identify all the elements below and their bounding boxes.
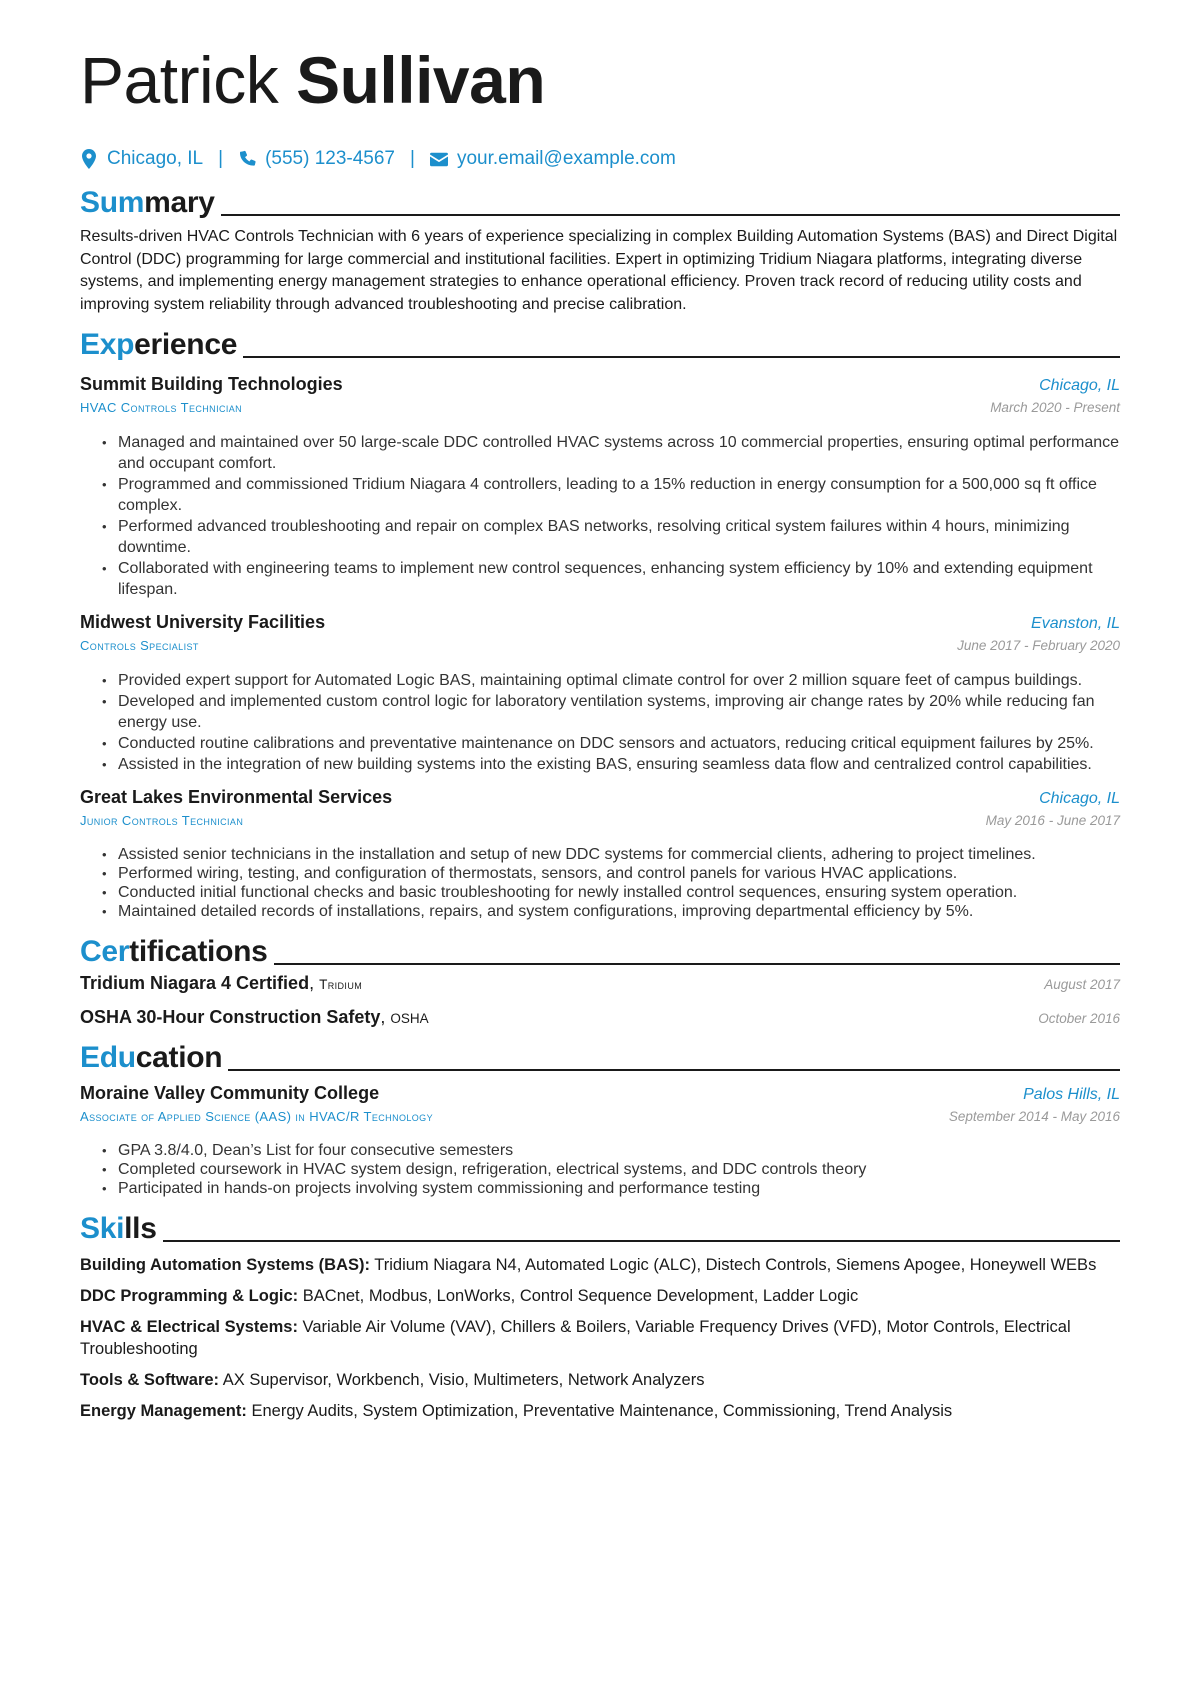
heading-rest: erience <box>134 328 238 361</box>
company-name: Summit Building Technologies <box>80 374 343 394</box>
job-title: Controls Specialist <box>80 638 199 653</box>
job-dates: March 2020 - Present <box>990 400 1120 415</box>
degree: Associate of Applied Science (AAS) in HVAC/R Technology <box>80 1109 433 1124</box>
company-name: Great Lakes Environmental Services <box>80 787 393 807</box>
job-dates: June 2017 - February 2020 <box>957 638 1120 653</box>
heading-rest: tifications <box>129 935 268 968</box>
heading-rest: mary <box>144 186 215 219</box>
skill-label: HVAC & Electrical Systems: <box>80 1318 298 1336</box>
skill-label: Tools & Software: <box>80 1371 220 1389</box>
education-bullets <box>80 1141 1120 1198</box>
heading-accent: Exp <box>80 328 135 361</box>
phone-icon <box>238 148 256 170</box>
heading-rule <box>221 214 1120 216</box>
list-item: • Developed and implemented custom control logic for laboratory ventilation systems, improving air change rates by 20% while reducing fan energy use. <box>118 691 1120 733</box>
job-dates: May 2016 - June 2017 <box>985 813 1120 828</box>
heading-accent: Ski <box>80 1212 125 1245</box>
job-location: Chicago, IL <box>1039 377 1120 394</box>
location-text: Chicago, IL <box>107 148 204 169</box>
list-item: • Collaborated with engineering teams to implement new control sequences, enhancing system efficiency by 10% and extending equipment lifespan. <box>118 558 1120 600</box>
certification-item: Tridium Niagara 4 Certified, Tridium August 2017 <box>80 973 1120 993</box>
list-item: • Conducted initial functional checks and basic troubleshooting for newly installed control sequences, ensuring system operation. <box>118 883 1120 902</box>
experience-entry <box>80 787 1120 921</box>
list-item: • GPA 3.8/4.0, Dean’s List for four consecutive semesters <box>118 1141 1120 1160</box>
job-location: Evanston, IL <box>1031 615 1120 632</box>
skill-value: Tridium Niagara N4, Automated Logic (ALC), Distech Controls, Siemens Apogee, Honeywell WEBs <box>374 1256 1097 1274</box>
cert-issuer: OSHA <box>390 1011 429 1026</box>
list-item: • Performed wiring, testing, and configuration of thermostats, sensors, and control panels for various HVAC applications. <box>118 864 1120 883</box>
resume-page <box>80 40 1120 1422</box>
heading-rule <box>274 963 1120 965</box>
contact-email[interactable] <box>430 148 676 170</box>
section-skills-heading <box>80 1210 1120 1246</box>
last-name: Sullivan <box>296 43 546 117</box>
section-summary-heading <box>80 184 1120 220</box>
list-item: • Programmed and commissioned Tridium Niagara 4 controllers, leading to a 15% reduction in energy consumption for a 500,000 sq ft office complex. <box>118 474 1120 516</box>
cert-name: Tridium Niagara 4 Certified <box>80 973 310 993</box>
cert-date: August 2017 <box>1044 977 1120 992</box>
skill-line <box>80 1285 1120 1307</box>
skill-line <box>80 1254 1120 1276</box>
cert-issuer: Tridium <box>319 977 363 992</box>
heading-rule <box>243 356 1120 358</box>
map-pin-icon <box>80 148 98 170</box>
job-bullets <box>80 670 1120 775</box>
skill-value: AX Supervisor, Workbench, Visio, Multimeters, Network Analyzers <box>222 1371 705 1389</box>
contact-phone[interactable] <box>238 148 395 170</box>
education-dates: September 2014 - May 2016 <box>948 1109 1120 1124</box>
contact-line <box>80 146 1120 172</box>
list-item: • Maintained detailed records of installations, repairs, and system configurations, improving departmental efficiency by 5%. <box>118 902 1120 921</box>
list-item: • Assisted in the integration of new building systems into the existing BAS, ensuring seamless data flow and centralized control capabilities. <box>118 754 1120 775</box>
list-item: • Assisted senior technicians in the installation and setup of new DDC systems for commercial clients, adhering to project timelines. <box>118 845 1120 864</box>
job-location: Chicago, IL <box>1039 790 1120 807</box>
skill-line <box>80 1400 1120 1422</box>
heading-accent: Cer <box>80 935 130 968</box>
contact-separator: | <box>410 148 415 169</box>
envelope-icon <box>430 148 448 170</box>
list-item: • Provided expert support for Automated Logic BAS, maintaining optimal climate control for over 2 million square feet of campus buildings. <box>118 670 1120 691</box>
section-experience-heading <box>80 326 1120 362</box>
certification-item: OSHA 30-Hour Construction Safety, OSHA October 2016 <box>80 1007 1120 1027</box>
heading-accent: Sum <box>80 186 145 219</box>
contact-location <box>80 148 203 170</box>
skill-value: Variable Air Volume (VAV), Chillers & Boilers, Variable Frequency Drives (VFD), Motor Controls, Electrical Troubleshooting <box>80 1318 1071 1358</box>
email-text: your.email@example.com <box>456 148 676 169</box>
experience-entry <box>80 612 1120 775</box>
skill-label: Building Automation Systems (BAS): <box>80 1256 370 1274</box>
heading-rest: cation <box>135 1041 223 1074</box>
education-entry <box>80 1083 1120 1198</box>
cert-name: OSHA 30-Hour Construction Safety <box>80 1007 381 1027</box>
company-name: Midwest University Facilities <box>80 612 326 632</box>
job-title: Junior Controls Technician <box>80 813 244 828</box>
skill-label: DDC Programming & Logic: <box>80 1287 299 1305</box>
section-education-heading <box>80 1039 1120 1075</box>
list-item: • Managed and maintained over 50 large-scale DDC controlled HVAC systems across 10 commercial properties, ensuring optimal performance and occupant comfort. <box>118 432 1120 474</box>
list-item: • Completed coursework in HVAC system design, refrigeration, electrical systems, and DDC controls theory <box>118 1160 1120 1179</box>
heading-accent: Edu <box>80 1041 136 1074</box>
skill-line <box>80 1316 1120 1360</box>
list-item: • Performed advanced troubleshooting and repair on complex BAS networks, resolving critical system failures within 4 hours, minimizing downtime. <box>118 516 1120 558</box>
heading-rule <box>228 1069 1120 1071</box>
job-bullets <box>80 845 1120 921</box>
skill-value: BACnet, Modbus, LonWorks, Control Sequence Development, Ladder Logic <box>302 1287 859 1305</box>
school-location: Palos Hills, IL <box>1023 1086 1120 1103</box>
job-bullets <box>80 432 1120 600</box>
experience-entry <box>80 374 1120 600</box>
contact-separator: | <box>218 148 224 169</box>
cert-date: October 2016 <box>1038 1011 1120 1026</box>
job-title: HVAC Controls Technician <box>80 400 243 415</box>
list-item: • Participated in hands-on projects involving system commissioning and performance testing <box>118 1179 1120 1198</box>
section-certifications-heading <box>80 933 1120 969</box>
heading-rest: lls <box>124 1212 157 1245</box>
school-name: Moraine Valley Community College <box>80 1083 380 1103</box>
phone-text: (555) 123-4567 <box>265 148 395 169</box>
skill-line <box>80 1369 1120 1391</box>
skill-label: Energy Management: <box>80 1402 247 1420</box>
first-name: Patrick <box>80 43 279 117</box>
summary-text: Results-driven HVAC Controls Technician with 6 years of experience specializing in complex Building Automation Systems (BAS) and Direct Digital Control (DDC) programming for large commercial and institutional facilities. Expert in optimizing Tridium Niagara platforms, integrating diverse systems, and implementing energy management strategies to enhance operational efficiency. Proven track record of reducing utility costs and improving system reliability through advanced troubleshooting and precise calibration. <box>80 228 1118 313</box>
heading-rule <box>163 1240 1120 1242</box>
skill-value: Energy Audits, System Optimization, Preventative Maintenance, Commissioning, Trend Analysis <box>251 1402 953 1420</box>
candidate-name <box>80 40 1120 120</box>
list-item: • Conducted routine calibrations and preventative maintenance on DDC sensors and actuators, reducing critical equipment failures by 25%. <box>118 733 1120 754</box>
